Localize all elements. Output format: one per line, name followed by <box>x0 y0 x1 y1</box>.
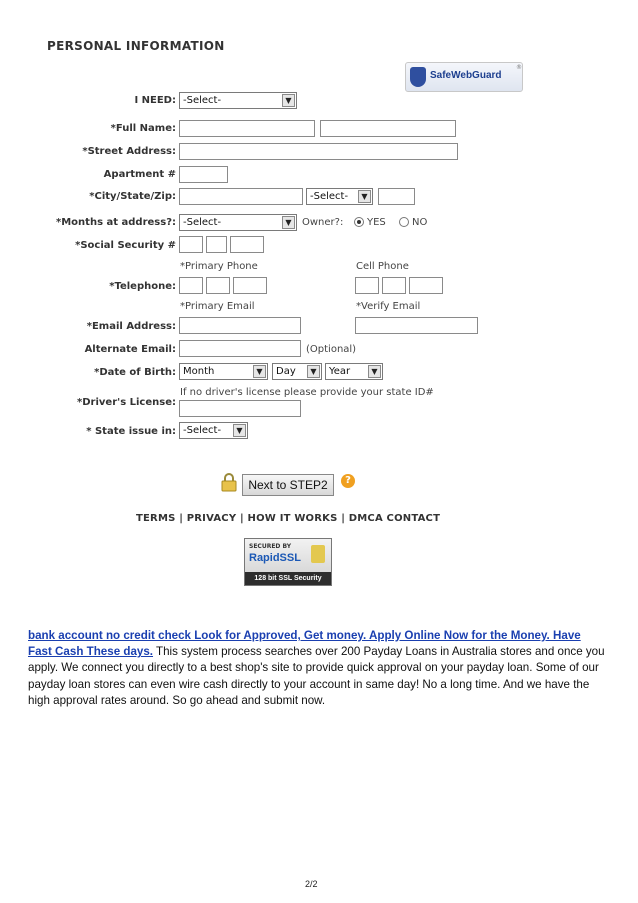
badge-text: SafeWebGuard <box>430 70 502 81</box>
last-name-input[interactable] <box>320 120 456 137</box>
promo-link[interactable]: bank account no credit check Look for Approved, Get money. Apply Online Now for the Money. Have Fast Cash These days. <box>28 629 581 659</box>
lock-icon <box>221 472 237 492</box>
ssl-secured-by: SECURED BY <box>249 543 292 550</box>
cell-line-input[interactable] <box>409 277 443 294</box>
chevron-down-icon: ▼ <box>282 216 295 229</box>
ssl-brand: RapidSSL <box>249 552 301 564</box>
rapidssl-badge[interactable] <box>244 538 332 586</box>
how-it-works-link[interactable]: HOW IT WORKS <box>247 513 338 524</box>
months-select[interactable] <box>179 214 297 231</box>
verify-email-input[interactable] <box>355 317 478 334</box>
chevron-down-icon: ▼ <box>358 190 371 203</box>
promo-body: This system process searches over 200 Payday Loans in Australia stores and once you apply. We connect you directly to a best shop's site to provide quick approval on your payday loan. Some of our payday loan stores can even wire cash directly to your account in same day! No a long time. And we have the high approval rates around. So go ahead and submit now. <box>28 645 605 707</box>
license-note: If no driver's license please provide your state ID# <box>180 387 434 398</box>
owner-yes-label: YES <box>367 217 386 228</box>
promo-paragraph <box>28 628 606 709</box>
verify-email-hint: *Verify Email <box>356 301 421 312</box>
privacy-link[interactable]: PRIVACY <box>186 513 237 524</box>
owner-no-label: NO <box>412 217 428 228</box>
full-name-label: *Full Name: <box>110 123 176 134</box>
ssn-label: *Social Security # <box>75 240 176 251</box>
months-label: *Months at address?: <box>56 217 176 228</box>
footer-links <box>136 513 440 524</box>
city-input[interactable] <box>179 188 303 205</box>
state-issue-value: -Select- <box>183 425 222 436</box>
dob-day-select[interactable] <box>272 363 322 380</box>
optional-hint: (Optional) <box>306 344 357 355</box>
footer-separator: | <box>341 513 346 524</box>
help-icon[interactable]: ? <box>341 474 355 488</box>
state-select[interactable] <box>306 188 373 205</box>
street-label: *Street Address: <box>82 146 176 157</box>
state-issue-select[interactable] <box>179 422 248 439</box>
cell-phone-hint: Cell Phone <box>356 261 409 272</box>
need-select[interactable] <box>179 92 297 109</box>
ssn-part2-input[interactable] <box>206 236 227 253</box>
padlock-icon <box>311 545 325 563</box>
dob-day-value: Day <box>276 366 296 377</box>
alt-email-input[interactable] <box>179 340 301 357</box>
owner-no-radio[interactable] <box>399 217 409 227</box>
phone-prefix-input[interactable] <box>206 277 230 294</box>
primary-email-hint: *Primary Email <box>180 301 255 312</box>
email-label: *Email Address: <box>86 321 176 332</box>
ssn-part1-input[interactable] <box>179 236 203 253</box>
phone-area-input[interactable] <box>179 277 203 294</box>
need-select-value: -Select- <box>183 95 222 106</box>
city-state-zip-label: *City/State/Zip: <box>89 191 176 202</box>
ssl-strength: 128 bit SSL Security <box>245 572 331 585</box>
chevron-down-icon: ▼ <box>368 365 381 378</box>
apartment-label: Apartment # <box>103 169 176 180</box>
dob-month-select[interactable] <box>179 363 268 380</box>
page-number: 2/2 <box>305 879 318 889</box>
shield-icon <box>410 67 426 87</box>
owner-label: Owner?: <box>302 217 344 228</box>
section-title: PERSONAL INFORMATION <box>47 39 225 53</box>
safewebguard-badge[interactable] <box>405 62 523 92</box>
cell-area-input[interactable] <box>355 277 379 294</box>
need-label: I NEED: <box>134 95 176 106</box>
dmca-contact-link[interactable]: DMCA CONTACT <box>348 513 441 524</box>
primary-phone-hint: *Primary Phone <box>180 261 258 272</box>
zip-input[interactable] <box>378 188 415 205</box>
cell-prefix-input[interactable] <box>382 277 406 294</box>
chevron-down-icon: ▼ <box>282 94 295 107</box>
dob-year-select[interactable] <box>325 363 383 380</box>
telephone-label: *Telephone: <box>109 281 176 292</box>
months-select-value: -Select- <box>183 217 222 228</box>
apartment-input[interactable] <box>179 166 228 183</box>
first-name-input[interactable] <box>179 120 315 137</box>
owner-yes-radio[interactable] <box>354 217 364 227</box>
ssn-part3-input[interactable] <box>230 236 264 253</box>
street-input[interactable] <box>179 143 458 160</box>
terms-link[interactable]: TERMS <box>136 513 176 524</box>
chevron-down-icon: ▼ <box>307 365 320 378</box>
phone-line-input[interactable] <box>233 277 267 294</box>
state-issue-label: * State issue in: <box>86 426 176 437</box>
next-step-button[interactable]: Next to STEP2 <box>242 474 334 496</box>
state-select-value: -Select- <box>310 191 349 202</box>
footer-separator: | <box>179 513 184 524</box>
license-label: *Driver's License: <box>77 397 176 408</box>
dob-label: *Date of Birth: <box>94 367 176 378</box>
chevron-down-icon: ▼ <box>233 424 246 437</box>
footer-separator: | <box>239 513 244 524</box>
dob-year-value: Year <box>329 366 351 377</box>
alt-email-label: Alternate Email: <box>84 344 176 355</box>
email-input[interactable] <box>179 317 301 334</box>
registered-mark: ® <box>516 64 522 71</box>
chevron-down-icon: ▼ <box>253 365 266 378</box>
license-input[interactable] <box>179 400 301 417</box>
dob-month-value: Month <box>183 366 215 377</box>
